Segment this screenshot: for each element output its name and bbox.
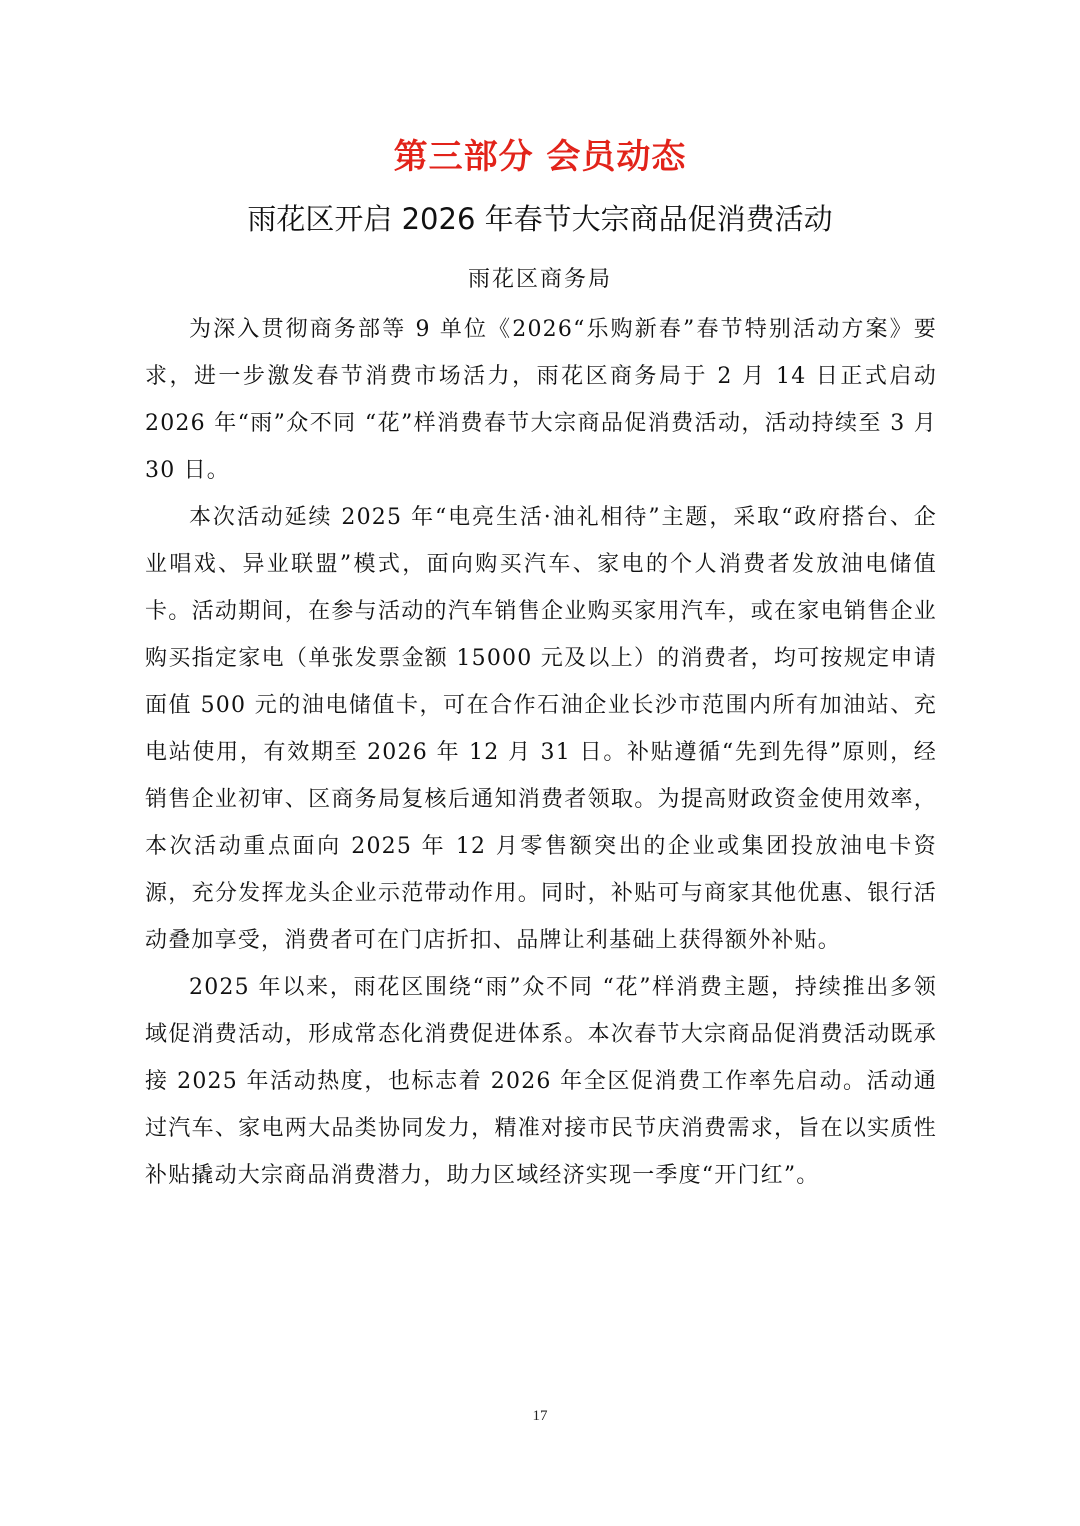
- section-title: 第三部分 会员动态: [393, 137, 687, 177]
- article-author: 雨花区商务局: [467, 267, 612, 292]
- article-paragraph-1: 为深入贯彻商务部等 9 单位《2026“乐购新春”春节特别活动方案》要求，进一步激发春节消费市场活力，雨花区商务局于 2 月 14 日正式启动 2026 年“雨”众不同 “花”样消费春节大宗商品促消费活动，活动持续至 3 月 30 日。: [145, 317, 937, 483]
- article-paragraph-2: 本次活动延续 2025 年“电亮生活·油礼相待”主题，采取“政府搭台、企业唱戏、异业联盟”模式，面向购买汽车、家电的个人消费者发放油电储值卡。活动期间，在参与活动的汽车销售企业购买家用汽车，或在家电销售企业购买指定家电（单张发票金额 15000 元及以上）的消费者，均可按规定申请面值 500 元的油电储值卡，可在合作石油企业长沙市范围内所有加油站、充电站使用，有效期至 2026 年 12 月 31 日。补贴遵循“先到先得”原则，经销售企业初审、区商务局复核后通知消费者领取。为提高财政资金使用效率，本次活动重点面向 2025 年 12 月零售额突出的企业或集团投放油电卡资源，充分发挥龙头企业示范带动作用。同时，补贴可与商家其他优惠、银行活动叠加享受，消费者可在门店折扣、品牌让利基础上获得额外补贴。: [145, 505, 937, 953]
- article-paragraph-3: 2025 年以来，雨花区围绕“雨”众不同 “花”样消费主题，持续推出多领域促消费活动，形成常态化消费促进体系。本次春节大宗商品促消费活动既承接 2025 年活动热度，也标志着 2026 年全区促消费工作率先启动。活动通过汽车、家电两大品类协同发力，精准对接市民节庆消费需求，旨在以实质性补贴撬动大宗商品消费潜力，助力区域经济实现一季度“开门红”。: [145, 975, 937, 1188]
- article-title: 雨花区开启 2026 年春节大宗商品促消费活动: [247, 202, 833, 236]
- page-number: 17: [532, 1408, 548, 1424]
- article-body: [145, 306, 937, 1199]
